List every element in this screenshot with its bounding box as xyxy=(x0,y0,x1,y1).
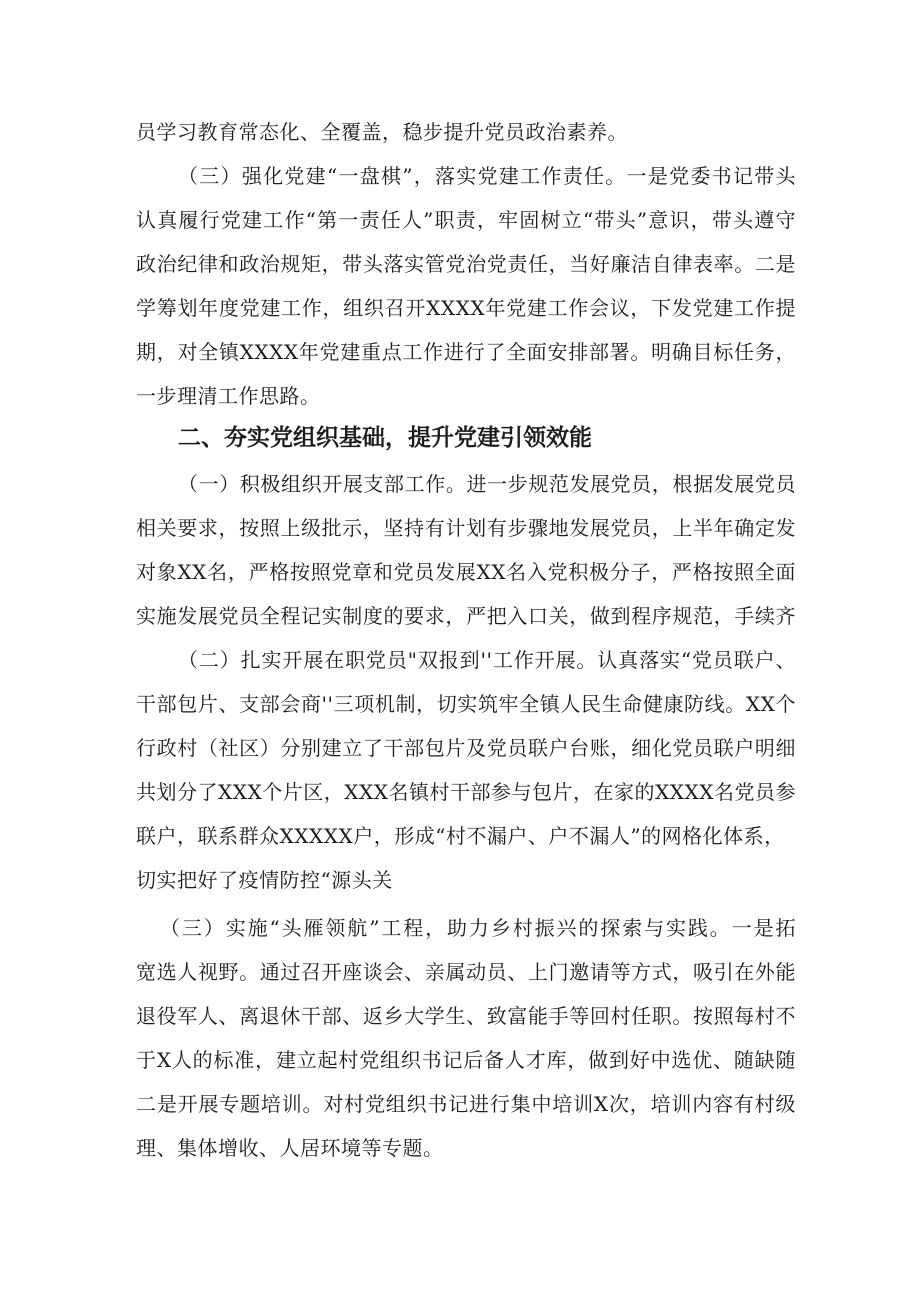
text-line: 政治纪律和政治规矩，带头落实管党治党责任，当好廉洁自律表率。二是 xyxy=(136,252,796,276)
text-line: 于X人的标准，建立起村党组织书记后备人才库，做到好中选优、随缺随 xyxy=(136,1048,796,1072)
text-line: （二）扎实开展在职党员"双报到''工作开展。认真落实“党员联户、 xyxy=(178,648,796,672)
text-line: （三）强化党建“一盘棋”，落实党建工作责任。一是党委书记带头 xyxy=(178,164,796,188)
text-line: 对象XX名，严格按照党章和党员发展XX名入党积极分子，严格按照全面 xyxy=(136,560,796,584)
text-line: 理、集体增收、人居环境等专题。 xyxy=(136,1136,444,1160)
text-line: 共划分了XXX个片区，XXX名镇村干部参与包片，在家的XXXX名党员参 xyxy=(136,780,796,804)
text-line: 宽选人视野。通过召开座谈会、亲属动员、上门邀请等方式，吸引在外能 xyxy=(136,960,796,984)
text-line: 一步理清工作思路。 xyxy=(136,384,321,408)
text-line: 退役军人、离退休干部、返乡大学生、致富能手等回村任职。按照每村不 xyxy=(136,1004,796,1028)
text-line: 二是开展专题培训。对村党组织书记进行集中培训X次，培训内容有村级 xyxy=(136,1092,796,1116)
text-line: 干部包片、支部会商''三项机制，切实筑牢全镇人民生命健康防线。XX个 xyxy=(136,692,796,716)
text-line: 期，对全镇XXXX年党建重点工作进行了全面安排部署。明确目标任务， xyxy=(136,340,796,364)
text-line: （三）实施“头雁领航”工程，助力乡村振兴的探索与实践。一是拓 xyxy=(160,916,796,940)
text-line: 联户，联系群众XXXXX户，形成“村不漏户、户不漏人”的网格化体系， xyxy=(136,824,785,848)
text-line: 切实把好了疫情防控“源头关 xyxy=(136,868,393,892)
section-heading: 二、夯实党组织基础，提升党建引领效能 xyxy=(178,425,592,451)
text-line: 认真履行党建工作“第一责任人”职责，牢固树立“带头”意识，带头遵守 xyxy=(136,208,796,232)
text-line: 行政村（社区）分别建立了干部包片及党员联户台账，细化党员联户明细 xyxy=(136,736,796,760)
text-line: 员学习教育常态化、全覆盖，稳步提升党员政治素养。 xyxy=(136,120,628,144)
text-line: 实施发展党员全程记实制度的要求，严把入口关，做到程序规范，手续齐 xyxy=(136,604,796,628)
text-line: 学筹划年度党建工作，组织召开XXXX年党建工作会议，下发党建工作提 xyxy=(136,296,796,320)
text-line: 相关要求，按照上级批示，坚持有计划有步骤地发展党员，上半年确定发 xyxy=(136,516,796,540)
text-line: （一）积极组织开展支部工作。进一步规范发展党员，根据发展党员 xyxy=(178,472,796,496)
